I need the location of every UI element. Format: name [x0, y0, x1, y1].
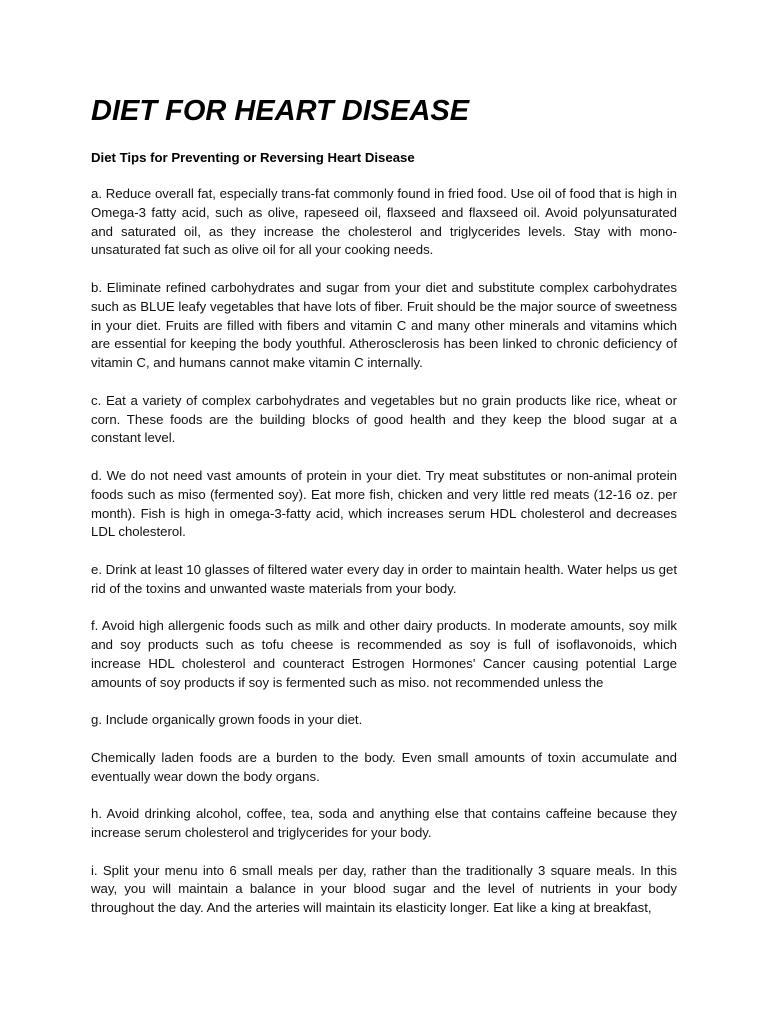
paragraph-i: i. Split your menu into 6 small meals per day, rather than the traditionally 3 square meals. In this way, you will maintain a balance in your blood sugar and the level of nutrients in your body throughout the day. And the arteries will maintain its elasticity longer. Eat like a king at breakfast,: [91, 862, 677, 916]
paragraph-d: d. We do not need vast amounts of protein in your diet. Try meat substitutes or non-animal protein foods such as miso (fermented soy). Eat more fish, chicken and very little red meats (12-16 oz. per month). Fish is high in omega-3-fatty acid, which increases serum HDL cholesterol and decreases LDL cholesterol.: [91, 467, 677, 540]
document-page: [91, 94, 677, 937]
paragraph-f: f. Avoid high allergenic foods such as milk and other dairy products. In moderate amounts, soy milk and soy products such as tofu cheese is recommended as soy is full of isoflavonoids, which increase HDL cholesterol and counteract Estrogen Hormones' Cancer causing potential Large amounts of soy products if soy is fermented such as miso. not recommended unless the: [91, 618, 677, 690]
paragraph-h: h. Avoid drinking alcohol, coffee, tea, soda and anything else that contains caffeine because they increase serum cholesterol and triglycerides for your body.: [91, 806, 677, 841]
paragraph-e: e. Drink at least 10 glasses of filtered water every day in order to maintain health. Water helps us get rid of the toxins and unwanted waste materials from your body.: [91, 561, 677, 596]
paragraph-chemically-laden: Chemically laden foods are a burden to the body. Even small amounts of toxin accumulate and eventually wear down the body organs.: [91, 749, 677, 784]
paragraph-g: g. Include organically grown foods in your diet.: [91, 712, 363, 728]
paragraph-c: c. Eat a variety of complex carbohydrates and vegetables but no grain products like rice, wheat or corn. These foods are the building blocks of good health and they keep the blood sugar at a constant level.: [91, 392, 677, 446]
document-subtitle: Diet Tips for Preventing or Reversing Heart Disease: [91, 150, 415, 165]
paragraph-a: a. Reduce overall fat, especially trans-fat commonly found in fried food. Use oil of food that is high in Omega-3 fatty acid, such as olive, rapeseed oil, flaxseed and flaxseed oil. Avoid polyunsaturated and saturated oil, as they increase the cholesterol and triglycerides levels. Stay with mono-unsaturated fat such as olive oil for all your cooking needs.: [91, 186, 677, 258]
document-title: DIET FOR HEART DISEASE: [91, 95, 470, 127]
paragraph-b: b. Eliminate refined carbohydrates and sugar from your diet and substitute complex carbohydrates such as BLUE leafy vegetables that have lots of fiber. Fruit should be the major source of sweetness in your diet. Fruits are filled with fibers and vitamin C and many other minerals and vitamins which are essential for keeping the body youthful. Atherosclerosis has been linked to chronic deficiency of vitamin C, and humans cannot make vitamin C internally.: [91, 279, 677, 371]
